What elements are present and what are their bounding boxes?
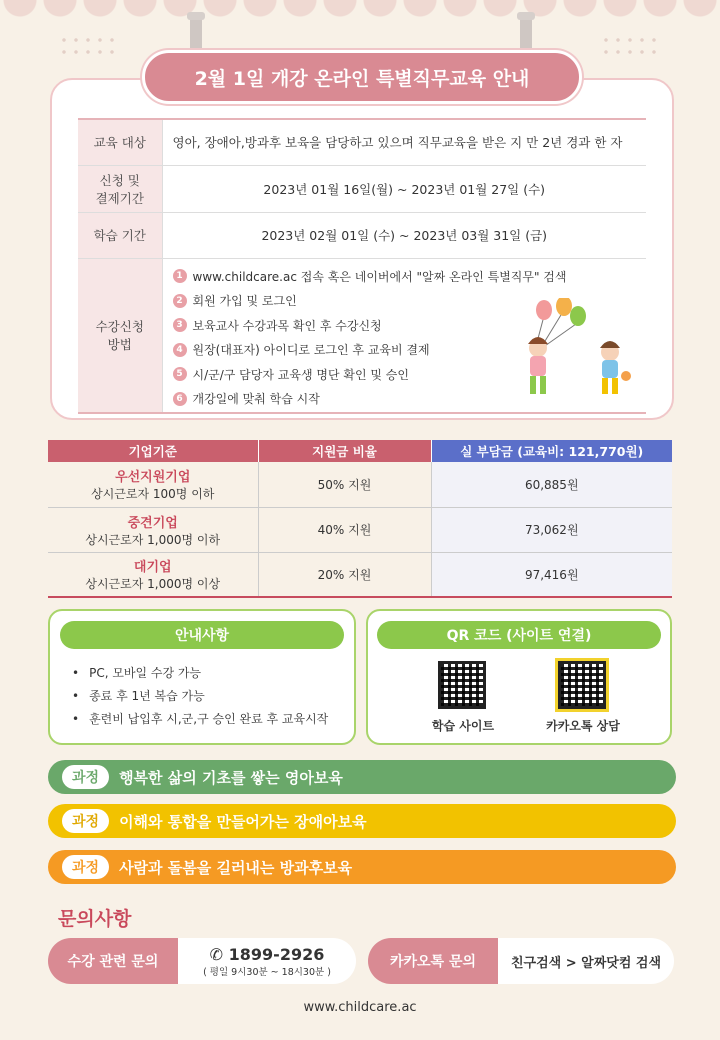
step-text: 보육교사 수강과목 확인 후 수강신청: [192, 318, 382, 333]
notice-item: • 종료 후 1년 복습 가능: [72, 684, 354, 707]
tier-cell: [48, 462, 258, 507]
tier-desc: 상시근로자 1,000명 이상: [85, 577, 221, 592]
apply-label: [78, 165, 162, 212]
apply-label-line1: 신청 및: [99, 172, 140, 188]
step-text: 회원 가입 및 로그인: [192, 294, 297, 308]
step-text: www.childcare.ac 접속 혹은 네이버에서 "알짜 온라인 특별직무" 검색: [192, 269, 567, 284]
step-number: 3: [173, 318, 187, 332]
tier-name: 대기업: [133, 560, 172, 576]
tier-cell: [48, 552, 258, 597]
notice-title: 안내사항: [60, 621, 344, 649]
children-balloon-illustration: [512, 298, 638, 408]
price-header-row: [48, 440, 672, 462]
ratio-cell: 40% 지원: [258, 507, 431, 552]
tier-desc: 상시근로자 1,000명 이하: [85, 532, 221, 547]
course-badge: 과정: [62, 765, 109, 789]
tier-name: 중견기업: [127, 515, 178, 531]
inquiry-title: 문의사항: [58, 908, 132, 930]
step-text: 원장(대표자) 아이디로 로그인 후 교육비 결제: [192, 343, 430, 357]
notice-item: • 훈련비 납입후 시,군,구 승인 완료 후 교육시작: [72, 707, 354, 730]
method-label-line2: 방법: [107, 337, 132, 353]
price-row: [48, 462, 672, 507]
qr-site-label: 학습 사이트: [431, 719, 495, 733]
phone-icon: ✆: [209, 944, 229, 964]
decorative-dots: [600, 34, 660, 58]
info-row-target: [78, 119, 646, 165]
notice-item: • PC, 모바일 수강 가능: [72, 661, 354, 684]
step-item: [173, 264, 647, 289]
tier-name: 우선지원기업: [115, 470, 191, 486]
info-row-apply: [78, 165, 646, 212]
step-number: 6: [173, 392, 187, 406]
step-number: 2: [173, 294, 187, 308]
course-bar-infant: [48, 760, 676, 794]
price-header-tier: 기업기준: [48, 440, 258, 462]
step-text: 개강일에 맞춰 학습 시작: [192, 392, 320, 406]
step-number: 5: [173, 367, 187, 381]
info-row-study: [78, 212, 646, 258]
notice-list: [50, 649, 354, 730]
cost-cell: 60,885원: [431, 462, 672, 507]
top-scallop-border: [0, 0, 720, 26]
qr-box: [366, 609, 672, 745]
method-label: [78, 258, 162, 413]
course-text: 행복한 삶의 기초를 쌓는 영아보육: [119, 768, 343, 787]
course-text: 이해와 통합을 만들어가는 장애아보육: [119, 812, 367, 831]
qr-code-kakao[interactable]: [558, 661, 606, 709]
price-header-ratio: 지원금 비율: [258, 440, 431, 462]
phone-number: 1899-2926: [228, 944, 325, 964]
decorative-dots: [58, 34, 118, 58]
price-row: [48, 507, 672, 552]
course-badge: 과정: [62, 809, 109, 833]
target-value: 영아, 장애아,방과후 보육을 담당하고 있으며 직무교육을 받은 지 만 2년 경과 한 자: [162, 119, 646, 165]
footer-url[interactable]: www.childcare.ac: [303, 1000, 417, 1015]
course-text: 사람과 돌봄을 길러내는 방과후보육: [119, 858, 353, 877]
page-title: 2월 1일 개강 온라인 특별직무교육 안내: [142, 50, 582, 104]
course-inquiry-value: [178, 938, 356, 984]
cost-cell: 73,062원: [431, 507, 672, 552]
notice-box: [48, 609, 356, 745]
study-label: 학습 기간: [78, 212, 162, 258]
price-row: [48, 552, 672, 597]
qr-kakao-label: 카카오톡 상담: [546, 719, 620, 733]
course-inquiry[interactable]: [48, 938, 356, 984]
step-number: 1: [173, 269, 187, 283]
phone-line: [210, 945, 325, 964]
ratio-cell: 20% 지원: [258, 552, 431, 597]
cost-cell: 97,416원: [431, 552, 672, 597]
study-value: 2023년 02월 01일 (수) ~ 2023년 03월 31일 (금): [162, 212, 646, 258]
kakao-inquiry[interactable]: [368, 938, 674, 984]
step-text: 시/군/구 담당자 교육생 명단 확인 및 승인: [192, 367, 409, 382]
method-label-line1: 수강신청: [95, 319, 144, 335]
step-number: 4: [173, 343, 187, 357]
course-bar-disabled: [48, 804, 676, 838]
ratio-cell: 50% 지원: [258, 462, 431, 507]
apply-value: 2023년 01월 16일(월) ~ 2023년 01월 27일 (수): [162, 165, 646, 212]
qr-title: QR 코드 (사이트 연결): [377, 621, 661, 649]
course-inquiry-label: 수강 관련 문의: [48, 938, 178, 984]
tier-desc: 상시근로자 100명 이하: [91, 487, 215, 502]
tier-cell: [48, 507, 258, 552]
kakao-inquiry-label: 카카오톡 문의: [368, 938, 498, 984]
kakao-inquiry-value: 친구검색 > 알짜닷컴 검색: [498, 938, 674, 984]
price-header-cost: 실 부담금 (교육비: 121,770원): [431, 440, 672, 462]
apply-label-line2: 결제기간: [95, 190, 144, 206]
target-label: 교육 대상: [78, 119, 162, 165]
course-badge: 과정: [62, 855, 109, 879]
qr-code-site[interactable]: [438, 661, 486, 709]
price-table: [48, 440, 672, 598]
phone-hours: ( 평일 9시30분 ~ 18시30분 ): [203, 966, 331, 978]
course-bar-afterschool: [48, 850, 676, 884]
